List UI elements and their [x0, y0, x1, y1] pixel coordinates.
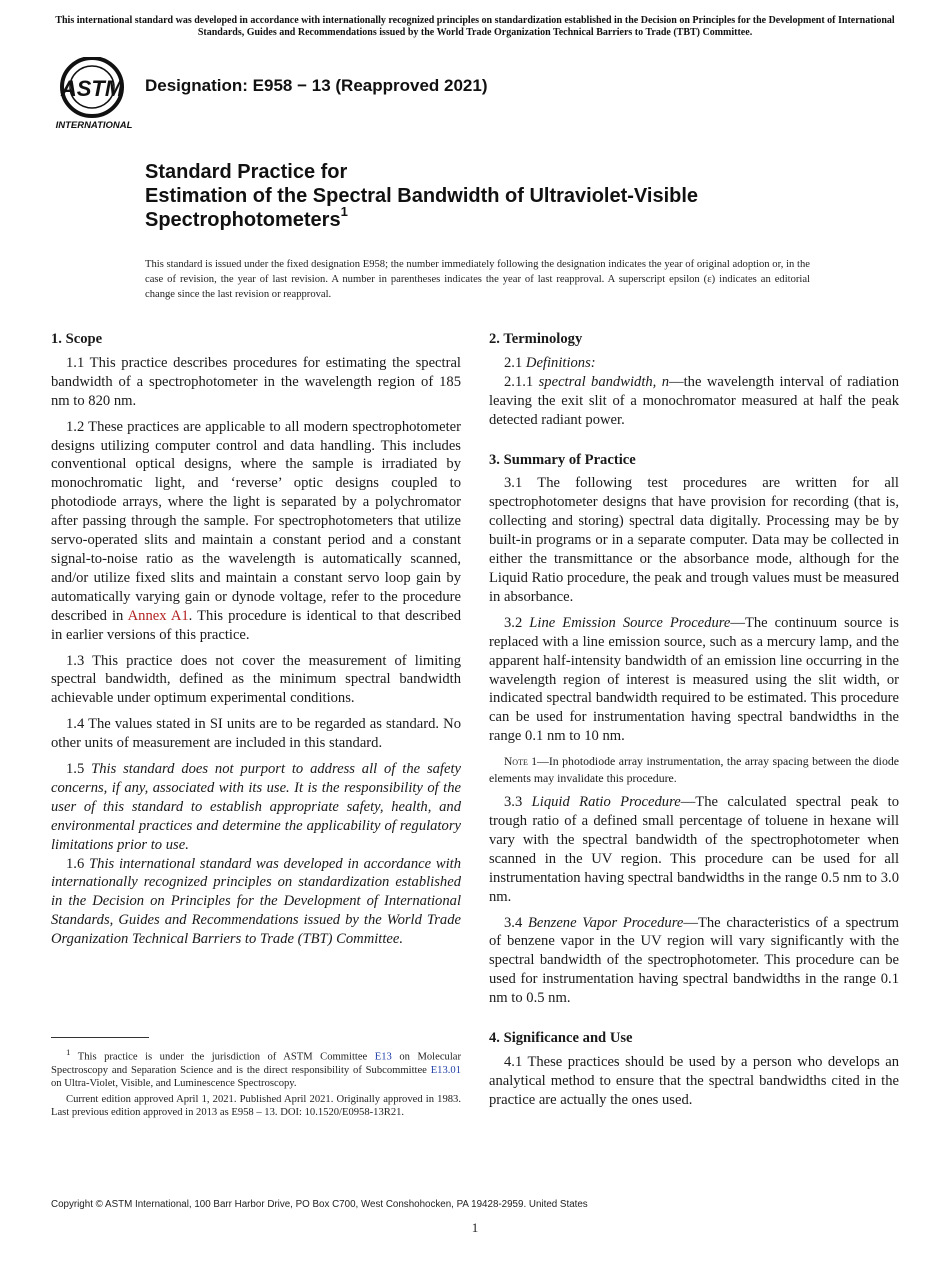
para-1-3: 1.3 This practice does not cover the measurement of limiting spectral bandwidth, defined as the minimum spectral bandwidth achievable under optimum experimental conditions. [51, 652, 461, 707]
page-number: 1 [471, 1220, 479, 1235]
note-1-label: Note 1 [504, 756, 538, 769]
footnote-edition: Current edition approved April 1, 2021. Published April 2021. Originally approved in 1983. Last previous edition approved in 2013 as E958 – 13. DOI: 10.1520/E0958-13R21. [51, 1093, 461, 1119]
title-line-3: Spectrophotometers [145, 209, 341, 231]
para-1-1: 1.1 This practice describes procedures for estimating the spectral bandwidth of a spectrophotometer in the wavelength region of 185 nm to 820 nm. [51, 354, 461, 409]
para-4-1: 4.1 These practices should be used by a person who develops an analytical method to ensure that the spectral bandwidths cited in the practice are actually the ones used. [489, 1054, 899, 1108]
para-3-2 [489, 614, 899, 746]
para-2-1-text: Definitions: [525, 354, 596, 371]
para-1-2 [51, 418, 461, 645]
section-heading-scope: 1. Scope [51, 331, 103, 347]
document-title [145, 160, 885, 232]
title-line-2: Estimation of the Spectral Bandwidth of Ultraviolet-Visible [145, 185, 699, 207]
term-spectral-bandwidth: spectral bandwidth, n [538, 373, 670, 390]
para-1-5-text: This standard does not purport to address all of the safety concerns, if any, associated with its use. It is the responsibility of the user of this standard to establish appropriate safety, health, and environmental practices and determine the applicability of regulatory limitations prior to use. [51, 761, 461, 853]
para-2-1-1-text: —the wavelength interval of radiation leaving the exit slit of a monochromator measured at half the peak detected radiant power. [489, 373, 899, 428]
title-line-1: Standard Practice for [145, 161, 348, 183]
footnote-1-text-b: on Molecular Spectroscopy and Separation Science and is the direct responsibility of Subcommittee [51, 1051, 461, 1076]
para-3-2-num: 3.2 [504, 614, 523, 631]
para-2-1-1-num: 2.1.1 [504, 373, 534, 390]
title-footnote-ref[interactable]: 1 [340, 204, 348, 220]
term-line-emission: Line Emission Source Procedure [529, 614, 731, 631]
designation: Designation: E958 − 13 (Reapproved 2021) [145, 76, 488, 95]
footnote-1 [51, 1046, 461, 1091]
subcommittee-e13-01-link[interactable]: E13.01 [430, 1064, 462, 1076]
left-column [51, 330, 461, 956]
para-1-2-text: 1.2 These practices are applicable to all modern spectrophotometer designs utilizing computer control and data handling. This includes conventional optical designs, where the sample is irradiated by monochromatic light, and ‘reverse’ optic designs coupled to photodiode arrays, where the light is separated by a polychromator after passing through the sample. For spectrophotometers that utilize servo-operated slits and maintain a constant period and a constant signal-to-noise ratio as the wavelength is automatically scanned, and/or utilize fixed slits and maintain a constant servo loop gain by automatically varying gain or dynode voltage, refer to the procedure described in [51, 418, 461, 624]
section-heading-summary: 3. Summary of Practice [489, 451, 636, 468]
note-1-text: —In photodiode array instrumentation, the array spacing between the diode elements may invalidate this procedure. [489, 754, 899, 786]
para-3-3 [489, 793, 899, 906]
para-3-4 [489, 914, 899, 1009]
para-2-1-num: 2.1 [504, 354, 523, 371]
copyright: Copyright © ASTM International, 100 Barr Harbor Drive, PO Box C700, West Conshohocken, PA 19428-2959. United States [51, 1199, 588, 1210]
astm-logo-icon [52, 57, 136, 131]
para-1-6 [51, 855, 461, 950]
para-3-3-num: 3.3 [504, 794, 523, 811]
right-column [489, 330, 899, 1117]
para-1-6-num: 1.6 [66, 855, 85, 872]
logo-subtext: INTERNATIONAL [55, 120, 133, 131]
para-3-2-text: —The continuum source is replaced with a line emission source, such as a mercury lamp, and the apparent half-intensity bandwidth of an emission line occurring in the wavelength region of interest is measured using the slit width, or indicated spectral bandwidth required to be estimated. This procedure can be used for instrumentation having spectral bandwidths in the range 0.1 nm to 10 nm. [489, 614, 899, 745]
para-3-1: 3.1 The following test procedures are written for all spectrophotometer designs that have provision for recording (that is, collecting and storing) spectral data digitally. Processing may be by built-in programs or in a separate computer. Data may be collected in either the transmittance or the absorbance mode, although for the Liquid Ratio procedure, the peak and trough values must be measured in absorbance. [489, 475, 899, 605]
footnote-1-text-c: on Ultra-Violet, Visible, and Luminescence Spectroscopy. [51, 1078, 297, 1090]
para-3-3-text: —The calculated spectral peak to trough ratio of a defined small percentage of toluene in hexane will vary with the spectral bandwidth of the spectrophotometer when scanned in the UV region. This procedure can be used for all instrumentation having spectral bandwidths in the range 0.5 nm to 3.0 nm. [489, 794, 899, 905]
committee-e13-link[interactable]: E13 [374, 1051, 392, 1063]
para-3-4-text: —The characteristics of a spectrum of benzene vapor in the UV region will vary significantly with the spectral bandwidth of the spectrophotometer. This procedure can be used for instrumentation having spectral bandwidths in the range 0.1 nm to 0.5 nm. [489, 914, 899, 1007]
top-note: This international standard was developed in accordance with internationally recognized principles on standardization established in the Decision on Principles for the Development of International Standards, Guides and Recommendations issued by the World Trade Organization Technical Barriers to Trade (TBT) Committee. [55, 15, 895, 38]
footnote-1-marker: 1 [66, 1047, 71, 1057]
term-liquid-ratio: Liquid Ratio Procedure [531, 794, 681, 811]
para-1-4: 1.4 The values stated in SI units are to be regarded as standard. No other units of measurement are included in this standard. [51, 716, 461, 752]
section-heading-significance: 4. Significance and Use [489, 1030, 633, 1047]
footnotes [51, 1046, 461, 1122]
logo-text: ASTM [60, 76, 124, 101]
para-1-2-tail: . This procedure is identical to that described in earlier versions of this practice. [51, 607, 462, 643]
para-3-4-num: 3.4 [504, 914, 523, 931]
footnote-divider [51, 1037, 149, 1038]
para-2-1 [489, 354, 899, 373]
footnote-1-text-a: This practice is under the jurisdiction of ASTM Committee [77, 1051, 368, 1063]
astm-logo [52, 57, 136, 131]
title-line-3-wrap [145, 204, 885, 232]
annex-a1-link[interactable]: Annex A1 [127, 607, 189, 624]
para-2-1-1 [489, 373, 899, 430]
term-benzene-vapor: Benzene Vapor Procedure [527, 914, 684, 931]
section-heading-terminology: 2. Terminology [489, 331, 583, 347]
para-1-5-num: 1.5 [66, 761, 85, 778]
issuance-statement: This standard is issued under the fixed designation E958; the number immediately following the designation indicates the year of original adoption or, in the case of revision, the year of last revision. A number in parentheses indicates the year of last reapproval. A superscript epsilon (ε) indicates an editorial change since the last revision or reapproval. [145, 259, 810, 300]
para-1-6-text: This international standard was developed in accordance with internationally recognized principles on standardization established in the Decision on Principles for the Development of International Standards, Guides and Recommendations issued by the World Trade Organization Technical Barriers to Trade (TBT) Committee. [51, 855, 462, 948]
para-1-5 [51, 760, 461, 855]
note-1 [489, 753, 899, 786]
